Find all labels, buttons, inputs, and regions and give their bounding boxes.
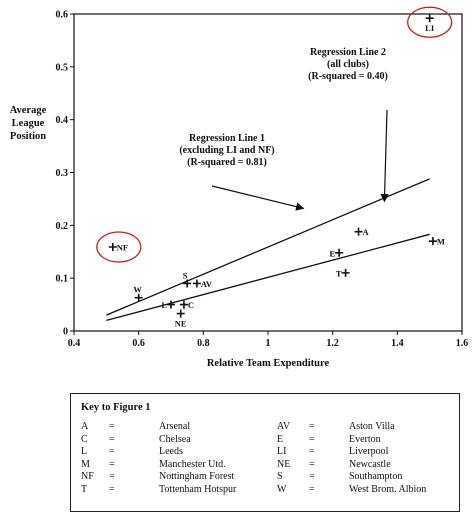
key-club: Arsenal xyxy=(159,421,191,432)
point-label-a: A xyxy=(362,227,369,238)
point-label-nf: NF xyxy=(116,242,129,253)
key-club: Everton xyxy=(349,433,381,445)
key-club: West Brom. Albion xyxy=(349,483,427,495)
point-marker xyxy=(335,249,343,257)
key-equals: = xyxy=(109,483,115,495)
key-club: Aston Villa xyxy=(349,421,395,432)
key-row xyxy=(81,421,449,434)
point-nf xyxy=(97,232,141,262)
point-marker xyxy=(193,279,201,287)
key-equals: = xyxy=(109,446,115,457)
key-row xyxy=(81,471,449,484)
x-tick-label: 1 xyxy=(265,338,271,349)
x-axis-title: Relative Team Expenditure xyxy=(206,358,330,369)
key-title: Key to Figure 1 xyxy=(81,402,151,413)
key-equals: = xyxy=(109,433,115,445)
point-marker xyxy=(183,279,191,287)
key-equals: = xyxy=(309,446,315,457)
point-c xyxy=(180,300,194,310)
point-label-s: S xyxy=(182,270,188,281)
annotations xyxy=(179,47,387,208)
x-axis-ticks xyxy=(68,331,469,349)
y-tick-label: 0.3 xyxy=(55,168,68,179)
point-a xyxy=(355,227,370,237)
key-club: Tottenham Hotspur xyxy=(159,483,237,495)
key-club: Chelsea xyxy=(159,433,191,445)
y-axis-title: Average League Position xyxy=(9,105,47,142)
key-row xyxy=(81,459,449,472)
key-club: Manchester Utd. xyxy=(159,458,226,470)
point-t xyxy=(336,268,350,278)
x-tick-label: 1.6 xyxy=(455,338,469,349)
point-label-l: L xyxy=(161,300,167,311)
key-club: Southampton xyxy=(349,471,403,482)
point-marker xyxy=(167,301,175,309)
key-code: S xyxy=(277,471,283,482)
key-code: W xyxy=(277,483,287,495)
key-equals: = xyxy=(109,471,115,482)
x-tick-label: 0.6 xyxy=(132,338,145,349)
y-tick-label: 0.1 xyxy=(55,273,68,285)
point-marker xyxy=(426,14,434,22)
key-equals: = xyxy=(309,433,315,445)
point-av xyxy=(193,279,213,289)
point-e xyxy=(329,248,343,258)
key-equals: = xyxy=(309,483,315,495)
key-code: LI xyxy=(277,446,287,457)
key-equals: = xyxy=(309,471,315,482)
key-equals: = xyxy=(309,421,315,432)
x-tick-label: 1.4 xyxy=(391,338,404,349)
key-code: NF xyxy=(81,471,94,482)
y-axis-ticks xyxy=(56,10,75,338)
figure-key xyxy=(70,393,460,512)
key-code: NE xyxy=(277,458,291,470)
key-row xyxy=(81,484,449,497)
point-label-w: W xyxy=(133,284,142,295)
key-code: T xyxy=(81,483,88,495)
x-tick-label: 1.2 xyxy=(326,338,339,349)
point-marker xyxy=(342,269,350,277)
annotation-text: Regression Line 2 (all clubs) (R-squared = 0.40) xyxy=(308,47,388,82)
point-marker xyxy=(429,237,437,245)
point-ne xyxy=(175,310,187,329)
key-club: Leeds xyxy=(159,446,183,457)
point-m xyxy=(429,237,445,247)
key-code: M xyxy=(81,458,90,470)
key-club: Liverpool xyxy=(349,446,389,457)
point-label-av: AV xyxy=(200,278,213,289)
point-s xyxy=(183,270,191,287)
key-code: L xyxy=(81,446,88,457)
key-row xyxy=(81,446,449,459)
y-tick-label: 0.5 xyxy=(55,62,68,74)
key-row xyxy=(81,434,449,447)
key-club: Nottingham Forest xyxy=(159,471,235,482)
point-l xyxy=(161,300,175,310)
key-code: A xyxy=(81,421,89,432)
point-label-e: E xyxy=(329,248,336,259)
key-club: Newcastle xyxy=(349,458,391,470)
point-marker xyxy=(109,243,117,251)
point-label-c: C xyxy=(187,300,195,311)
plot-frame xyxy=(74,14,462,331)
point-label-m: M xyxy=(436,236,445,247)
key-table xyxy=(81,421,449,496)
y-tick-label: 0.2 xyxy=(55,220,68,232)
key-equals: = xyxy=(109,458,115,470)
annotation-1 xyxy=(308,47,388,202)
annotation-arrow xyxy=(384,110,387,202)
point-w xyxy=(133,285,142,302)
y-tick-label: 0.4 xyxy=(55,115,68,127)
x-tick-label: 0.4 xyxy=(67,338,81,349)
point-marker xyxy=(355,228,363,236)
point-marker xyxy=(177,310,185,318)
data-points xyxy=(97,7,452,328)
point-marker xyxy=(180,301,188,309)
point-label-li: LI xyxy=(425,23,435,34)
key-code: E xyxy=(277,433,284,445)
key-equals: = xyxy=(109,421,115,432)
x-tick-label: 0.8 xyxy=(197,338,210,349)
point-label-t: T xyxy=(335,268,342,279)
y-tick-label: 0 xyxy=(63,326,68,338)
key-equals: = xyxy=(309,458,315,470)
point-li xyxy=(408,7,452,37)
point-label-ne: NE xyxy=(174,318,187,329)
annotation-2 xyxy=(179,133,303,208)
annotation-text: Regression Line 1 (excluding LI and NF) (R-squared = 0.81) xyxy=(179,133,275,168)
key-code: C xyxy=(81,433,88,445)
annotation-arrow xyxy=(212,186,304,208)
key-code: AV xyxy=(277,421,291,432)
y-tick-label: 0.6 xyxy=(55,9,68,21)
